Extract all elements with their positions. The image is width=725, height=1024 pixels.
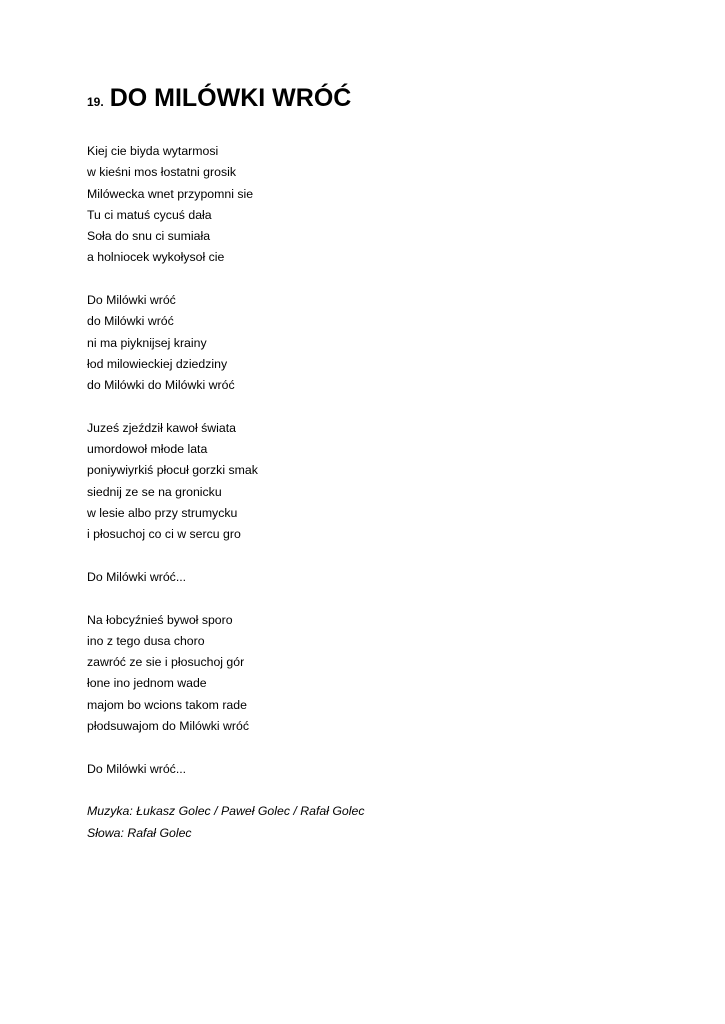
lyric-line: zawróć ze sie i płosuchoj gór [87, 655, 245, 670]
lyric-line: ino z tego dusa choro [87, 633, 205, 648]
lyric-line: łod milowieckiej dziedziny [87, 356, 228, 371]
credits [87, 801, 364, 844]
lyric-line: a holniocek wykołysoł cie [87, 250, 225, 265]
lyric-line: w kieśni mos łostatni grosik [87, 165, 236, 180]
lyrics-body [87, 141, 364, 844]
lyric-line: ni ma piyknijsej krainy [87, 335, 207, 350]
lyric-line: Kiej cie biyda wytarmosi [87, 144, 219, 158]
lyric-line: majom bo wcions takom rade [87, 697, 247, 712]
lyric-line: poniywiyrkiś płocuł gorzki smak [87, 463, 258, 478]
lyric-line: siednij ze se na gronicku [87, 484, 222, 499]
lyric-line: umordowoł młode lata [87, 442, 208, 457]
song-heading [87, 84, 351, 113]
lyric-line: i płosuchoj co ci w sercu gro [87, 527, 241, 542]
stanza [87, 141, 364, 269]
stanza [87, 290, 364, 396]
song-number: 19. [87, 95, 104, 109]
lyric-line: Tu ci matuś cycuś dała [87, 207, 212, 222]
lyric-line: Do Milówki wróć [87, 293, 176, 308]
lyrics-credit: Słowa: Rafał Golec [87, 825, 192, 840]
lyric-line: do Milówki wróć [87, 314, 174, 329]
stanza [87, 418, 364, 546]
lyric-line: w lesie albo przy strumycku [87, 506, 238, 521]
lyric-line: Na łobcyźnieś bywoł sporo [87, 612, 233, 627]
stanza [87, 759, 364, 780]
lyric-line: do Milówki do Milówki wróć [87, 378, 235, 393]
stanza [87, 610, 364, 738]
lyric-line: Soła do snu ci sumiała [87, 229, 211, 244]
stanza [87, 567, 364, 588]
lyric-line: Do Milówki wróć... [87, 761, 187, 776]
lyric-line: Milówecka wnet przypomni sie [87, 186, 254, 201]
music-credit: Muzyka: Łukasz Golec / Paweł Golec / Rafał Golec [87, 804, 365, 819]
lyric-line: Juześ zjeździł kawoł świata [87, 420, 236, 435]
lyric-line: płodsuwajom do Milówki wróć [87, 719, 249, 734]
lyric-line: Do Milówki wróć... [87, 569, 187, 584]
song-title: DO MILÓWKI WRÓĆ [109, 84, 352, 112]
lyric-line: łone ino jednom wade [87, 676, 207, 691]
